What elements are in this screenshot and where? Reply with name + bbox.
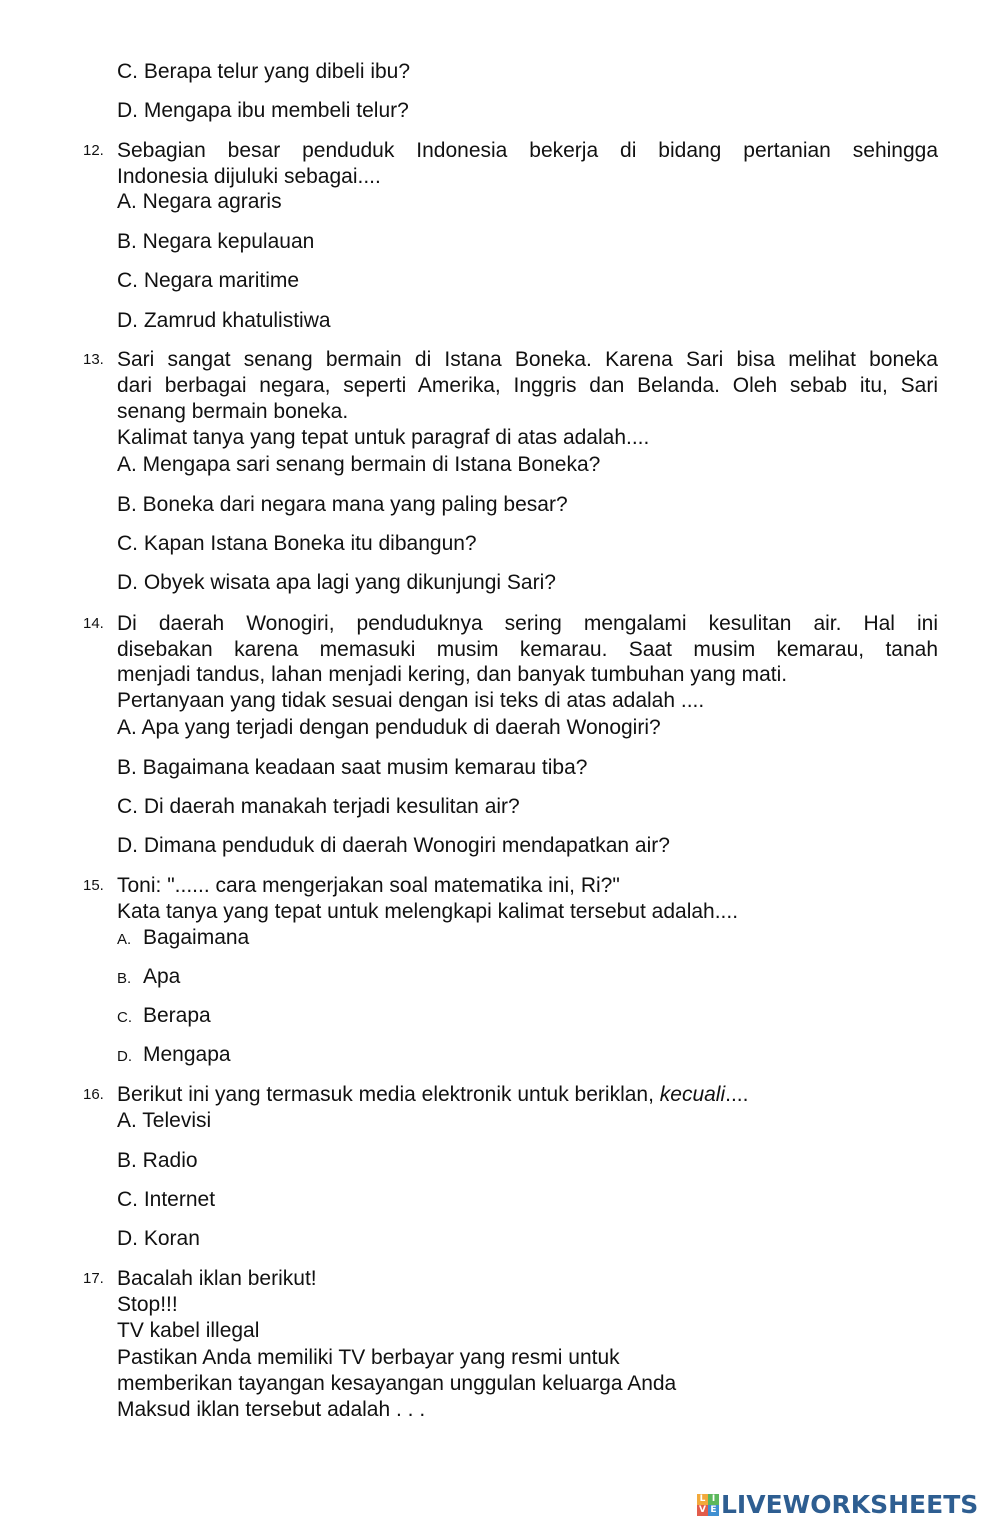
liveworksheets-logo-text: LIVEWORKSHEETS	[721, 1490, 979, 1519]
q17-text-line-1: Bacalah iklan berikut!	[117, 1267, 317, 1290]
q15-text-line-2: Kata tanya yang tepat untuk melengkapi kalimat tersebut adalah....	[117, 900, 739, 923]
q17-text-line-4: Pastikan Anda memiliki TV berbayar yang resmi untuk	[117, 1346, 620, 1369]
q17-text-line-2: Stop!!!	[117, 1293, 178, 1316]
q13-text-line-3: senang bermain boneka.	[117, 400, 349, 423]
q13-option-c: C. Kapan Istana Boneka itu dibangun?	[117, 532, 477, 555]
q15-option-a	[117, 925, 249, 953]
q12-option-d: D. Zamrud khatulistiwa	[117, 309, 331, 332]
q15-option-c-label: C.	[117, 1009, 132, 1026]
liveworksheets-logo[interactable]	[697, 1488, 978, 1522]
question-number-17: 17.	[83, 1270, 104, 1287]
q16-text-line-1	[117, 1082, 748, 1108]
q11-option-c: C. Berapa telur yang dibeli ibu?	[117, 60, 411, 83]
q12-option-b: B. Negara kepulauan	[117, 230, 315, 253]
q16-option-a: A. Televisi	[117, 1109, 212, 1132]
q16-text-emphasis: kecuali	[659, 1083, 726, 1106]
question-number-14: 14.	[83, 615, 104, 632]
q15-option-b-text: Apa	[143, 965, 181, 988]
q13-option-d: D. Obyek wisata apa lagi yang dikunjungi Sari?	[117, 571, 556, 594]
q14-option-c: C. Di daerah manakah terjadi kesulitan air?	[117, 795, 520, 818]
q16-option-c: C. Internet	[117, 1188, 216, 1211]
q15-text-line-1: Toni: "...... cara mengerjakan soal matematika ini, Ri?"	[117, 874, 620, 897]
q13-text-line-4: Kalimat tanya yang tepat untuk paragraf di atas adalah....	[117, 426, 650, 449]
logo-icon-letter: E	[708, 1505, 719, 1516]
q15-option-b-label: B.	[117, 970, 132, 987]
q16-option-d: D. Koran	[117, 1227, 200, 1250]
question-number-15: 15.	[83, 877, 104, 894]
q15-option-d-label: D.	[117, 1048, 132, 1065]
q12-text-line-2: Indonesia dijuluki sebagai....	[117, 165, 381, 188]
q15-option-d	[117, 1042, 231, 1070]
q13-text-line-2: dari berbagai negara, seperti Amerika, Inggris dan Belanda. Oleh sebab itu, Sari	[117, 374, 938, 397]
question-number-13: 13.	[83, 351, 104, 368]
q16-option-b: B. Radio	[117, 1149, 198, 1172]
q16-text-post: ....	[725, 1083, 749, 1106]
q15-option-a-text: Bagaimana	[143, 926, 250, 949]
q15-option-a-label: A.	[117, 931, 132, 948]
q16-text-pre: Berikut ini yang termasuk media elektronik untuk beriklan,	[117, 1083, 660, 1106]
q17-text-line-3: TV kabel illegal	[117, 1319, 260, 1342]
logo-icon-letter: L	[697, 1494, 708, 1505]
q14-option-a: A. Apa yang terjadi dengan penduduk di daerah Wonogiri?	[117, 716, 661, 739]
question-number-16: 16.	[83, 1086, 104, 1103]
q13-option-b: B. Boneka dari negara mana yang paling besar?	[117, 493, 568, 516]
q13-text-line-1: Sari sangat senang bermain di Istana Boneka. Karena Sari bisa melihat boneka	[117, 348, 938, 371]
q15-option-c	[117, 1003, 211, 1031]
q17-text-line-6: Maksud iklan tersebut adalah . . .	[117, 1398, 426, 1421]
q15-option-b	[117, 964, 180, 992]
q14-text-line-4: Pertanyaan yang tidak sesuai dengan isi teks di atas adalah ....	[117, 689, 705, 712]
q11-option-d: D. Mengapa ibu membeli telur?	[117, 99, 409, 122]
q14-text-line-2: disebakan karena memasuki musim kemarau. Saat musim kemarau, tanah	[117, 638, 938, 661]
q15-option-d-text: Mengapa	[143, 1043, 231, 1066]
q14-text-line-3: menjadi tandus, lahan menjadi kering, dan banyak tumbuhan yang mati.	[117, 663, 788, 686]
q17-text-line-5: memberikan tayangan kesayangan unggulan keluarga Anda	[117, 1372, 677, 1395]
q15-option-c-text: Berapa	[143, 1004, 211, 1027]
q12-option-a: A. Negara agraris	[117, 190, 282, 213]
liveworksheets-logo-icon	[697, 1494, 719, 1516]
logo-icon-letter: V	[697, 1505, 708, 1516]
logo-icon-letter: I	[708, 1494, 719, 1505]
q12-option-c: C. Negara maritime	[117, 269, 300, 292]
q12-text-line-1: Sebagian besar penduduk Indonesia bekerja di bidang pertanian sehingga	[117, 139, 938, 162]
q14-text-line-1: Di daerah Wonogiri, penduduknya sering mengalami kesulitan air. Hal ini	[117, 612, 938, 635]
q14-option-b: B. Bagaimana keadaan saat musim kemarau tiba?	[117, 756, 588, 779]
question-number-12: 12.	[83, 142, 104, 159]
q13-option-a: A. Mengapa sari senang bermain di Istana Boneka?	[117, 453, 601, 476]
q14-option-d: D. Dimana penduduk di daerah Wonogiri mendapatkan air?	[117, 834, 670, 857]
